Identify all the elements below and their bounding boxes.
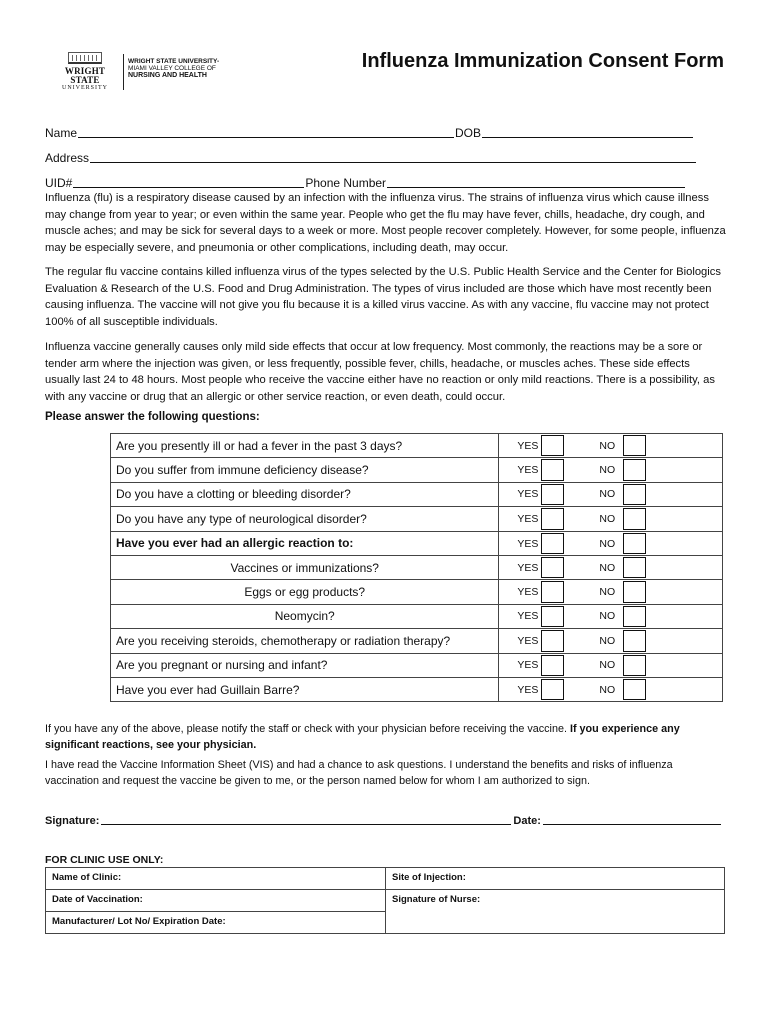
phone-field[interactable] (387, 176, 685, 188)
no-checkbox[interactable] (623, 459, 646, 480)
answer-cell (499, 677, 723, 701)
yes-checkbox[interactable] (541, 655, 564, 676)
logo-university-name: WRIGHT STATE (64, 66, 106, 85)
no-label: NO (599, 659, 616, 672)
question-row (111, 677, 723, 701)
answer-cell (499, 531, 723, 555)
university-logo (50, 52, 220, 92)
date-of-vaccination-cell[interactable]: Date of Vaccination: (46, 890, 386, 912)
questions-table (110, 433, 723, 702)
yes-checkbox[interactable] (541, 581, 564, 602)
yes-checkbox[interactable] (541, 679, 564, 700)
yes-checkbox[interactable] (541, 606, 564, 627)
yes-label: YES (517, 439, 539, 452)
signature-row (45, 814, 725, 827)
building-icon (68, 52, 102, 64)
answer-cell (499, 458, 723, 482)
no-checkbox[interactable] (623, 533, 646, 554)
no-checkbox[interactable] (623, 606, 646, 627)
no-checkbox[interactable] (623, 557, 646, 578)
dob-label: DOB (455, 126, 482, 140)
yes-checkbox[interactable] (541, 557, 564, 578)
page-title: Influenza Immunization Consent Form (361, 50, 724, 72)
question-row (111, 458, 723, 482)
question-text: Neomycin? (111, 604, 499, 628)
answer-cell (499, 653, 723, 677)
college-line-3: NURSING AND HEALTH (128, 72, 207, 79)
no-label: NO (599, 488, 616, 501)
yes-label: YES (517, 464, 539, 477)
clinic-row (46, 868, 725, 890)
no-label: NO (599, 586, 616, 599)
logo-university-sub: UNIVERSITY (62, 85, 108, 91)
yes-checkbox[interactable] (541, 484, 564, 505)
question-text: Eggs or egg products? (111, 580, 499, 604)
signature-label: Signature: (45, 815, 100, 827)
answer-cell (499, 434, 723, 458)
no-label: NO (599, 610, 616, 623)
no-checkbox[interactable] (623, 484, 646, 505)
clinic-row (46, 890, 725, 912)
yes-checkbox[interactable] (541, 435, 564, 456)
no-label: NO (599, 634, 616, 647)
question-text: Are you pregnant or nursing and infant? (111, 653, 499, 677)
answer-cell (499, 555, 723, 579)
notify-note (45, 721, 726, 753)
address-row (45, 141, 700, 166)
no-label: NO (599, 512, 616, 525)
notify-note-text: If you have any of the above, please notify the staff or check with your physician before receiving the vaccine. (45, 723, 567, 735)
question-text: Do you have any type of neurological disorder? (111, 507, 499, 531)
answer-cell (499, 629, 723, 653)
question-text: Do you have a clotting or bleeding disorder? (111, 482, 499, 506)
yes-label: YES (517, 610, 539, 623)
personal-info-fields (45, 116, 700, 191)
no-label: NO (599, 561, 616, 574)
paragraph-influenza: Influenza (flu) is a respiratory disease caused by an infection with the influenza virus. The strains of influenza virus which cause illness may change from year to year; or even within the same year. People who get the flu may have fever, chills, headache, dry cough, and muscle aches; and may be sick for several days to a week or more. Most people recover completely. However, for some people, influenza may be especially severe, and pneumonia or other complications, including death, may occur. (45, 192, 726, 254)
yes-checkbox[interactable] (541, 630, 564, 651)
no-checkbox[interactable] (623, 679, 646, 700)
yes-label: YES (517, 537, 539, 550)
college-line-2: MIAMI VALLEY COLLEGE OF (128, 65, 216, 72)
yes-checkbox[interactable] (541, 459, 564, 480)
no-checkbox[interactable] (623, 581, 646, 602)
name-of-clinic-cell[interactable]: Name of Clinic: (46, 868, 386, 890)
question-text: Vaccines or immunizations? (111, 555, 499, 579)
yes-label: YES (517, 683, 539, 696)
no-label: NO (599, 439, 616, 452)
wright-state-logo (50, 52, 120, 92)
signature-of-nurse-cell[interactable]: Signature of Nurse: (386, 890, 725, 934)
paragraph-side-effects: Influenza vaccine generally causes only mild side effects that occur at low frequency. Most commonly, the reactions may be a sore or tender arm where the injection was given, or less frequently, possible fever, chills, headache, or muscles aches. These side effects usually last 24 to 48 hours. Most people who receive the vaccine either have no reaction or only mild reactions. There is a possibility, as with any vaccine or drug that an allergic or other service reaction, or even death, could occur. (45, 341, 715, 403)
name-field[interactable] (78, 126, 454, 138)
yes-label: YES (517, 561, 539, 574)
paragraph-vaccine: The regular flu vaccine contains killed influenza virus of the types selected by the U.S. Public Health Service and the Center for Biologics Evaluation & Research of the U.S. Food and Drug Administration. The types of virus included are those which have most recently been causing influenza. The vaccine will not give you flu because it is a killed virus vaccine. As with any vaccine, flu vaccine may not protect 100% of all susceptible individuals. (45, 266, 721, 328)
question-row (111, 507, 723, 531)
clinic-heading: FOR CLINIC USE ONLY: (45, 854, 164, 866)
answer-cell (499, 604, 723, 628)
question-text: Do you suffer from immune deficiency disease? (111, 458, 499, 482)
question-row (111, 653, 723, 677)
no-checkbox[interactable] (623, 630, 646, 651)
yes-label: YES (517, 634, 539, 647)
no-checkbox[interactable] (623, 655, 646, 676)
yes-checkbox[interactable] (541, 508, 564, 529)
question-row (111, 555, 723, 579)
dob-field[interactable] (482, 126, 693, 138)
uid-field[interactable] (73, 176, 304, 188)
question-row (111, 629, 723, 653)
yes-label: YES (517, 512, 539, 525)
college-line-1: WRIGHT STATE UNIVERSITY- (128, 58, 220, 65)
no-label: NO (599, 683, 616, 696)
address-label: Address (45, 151, 90, 165)
yes-label: YES (517, 659, 539, 672)
question-text: Are you receiving steroids, chemotherapy or radiation therapy? (111, 629, 499, 653)
uid-phone-row (45, 166, 700, 191)
uid-label: UID# (45, 176, 73, 190)
question-text: Have you ever had Guillain Barre? (111, 677, 499, 701)
clinic-table (45, 867, 725, 934)
question-row (111, 580, 723, 604)
yes-checkbox[interactable] (541, 533, 564, 554)
answer-cell (499, 482, 723, 506)
answer-cell (499, 507, 723, 531)
date-label: Date: (513, 815, 541, 827)
notify-note-bold: If you experience any significant reactions, see your physician. (45, 723, 680, 751)
question-text: Have you ever had an allergic reaction to: (111, 531, 499, 555)
answer-cell (499, 580, 723, 604)
college-name (128, 58, 219, 79)
phone-label: Phone Number (305, 176, 387, 190)
no-label: NO (599, 464, 616, 477)
no-checkbox[interactable] (623, 508, 646, 529)
yes-label: YES (517, 488, 539, 501)
yes-label: YES (517, 586, 539, 599)
signature-field[interactable] (101, 814, 511, 825)
question-row (111, 531, 723, 555)
questions-heading: Please answer the following questions: (45, 411, 260, 423)
question-text: Are you presently ill or had a fever in the past 3 days? (111, 434, 499, 458)
no-label: NO (599, 537, 616, 550)
question-row (111, 434, 723, 458)
manufacturer-cell[interactable]: Manufacturer/ Lot No/ Expiration Date: (46, 912, 386, 934)
question-row (111, 604, 723, 628)
question-row (111, 482, 723, 506)
acknowledgement: I have read the Vaccine Information Sheet (VIS) and had a chance to ask questions. I understand the benefits and risks of influenza vaccination and request the vaccine be given to me, or the person named below for whom I am authorized to sign. (45, 759, 673, 787)
name-label: Name (45, 126, 78, 140)
date-field[interactable] (543, 814, 721, 825)
address-field[interactable] (90, 151, 696, 163)
name-dob-row (45, 116, 700, 141)
logo-divider (123, 54, 124, 90)
site-of-injection-cell[interactable]: Site of Injection: (386, 868, 725, 890)
no-checkbox[interactable] (623, 435, 646, 456)
